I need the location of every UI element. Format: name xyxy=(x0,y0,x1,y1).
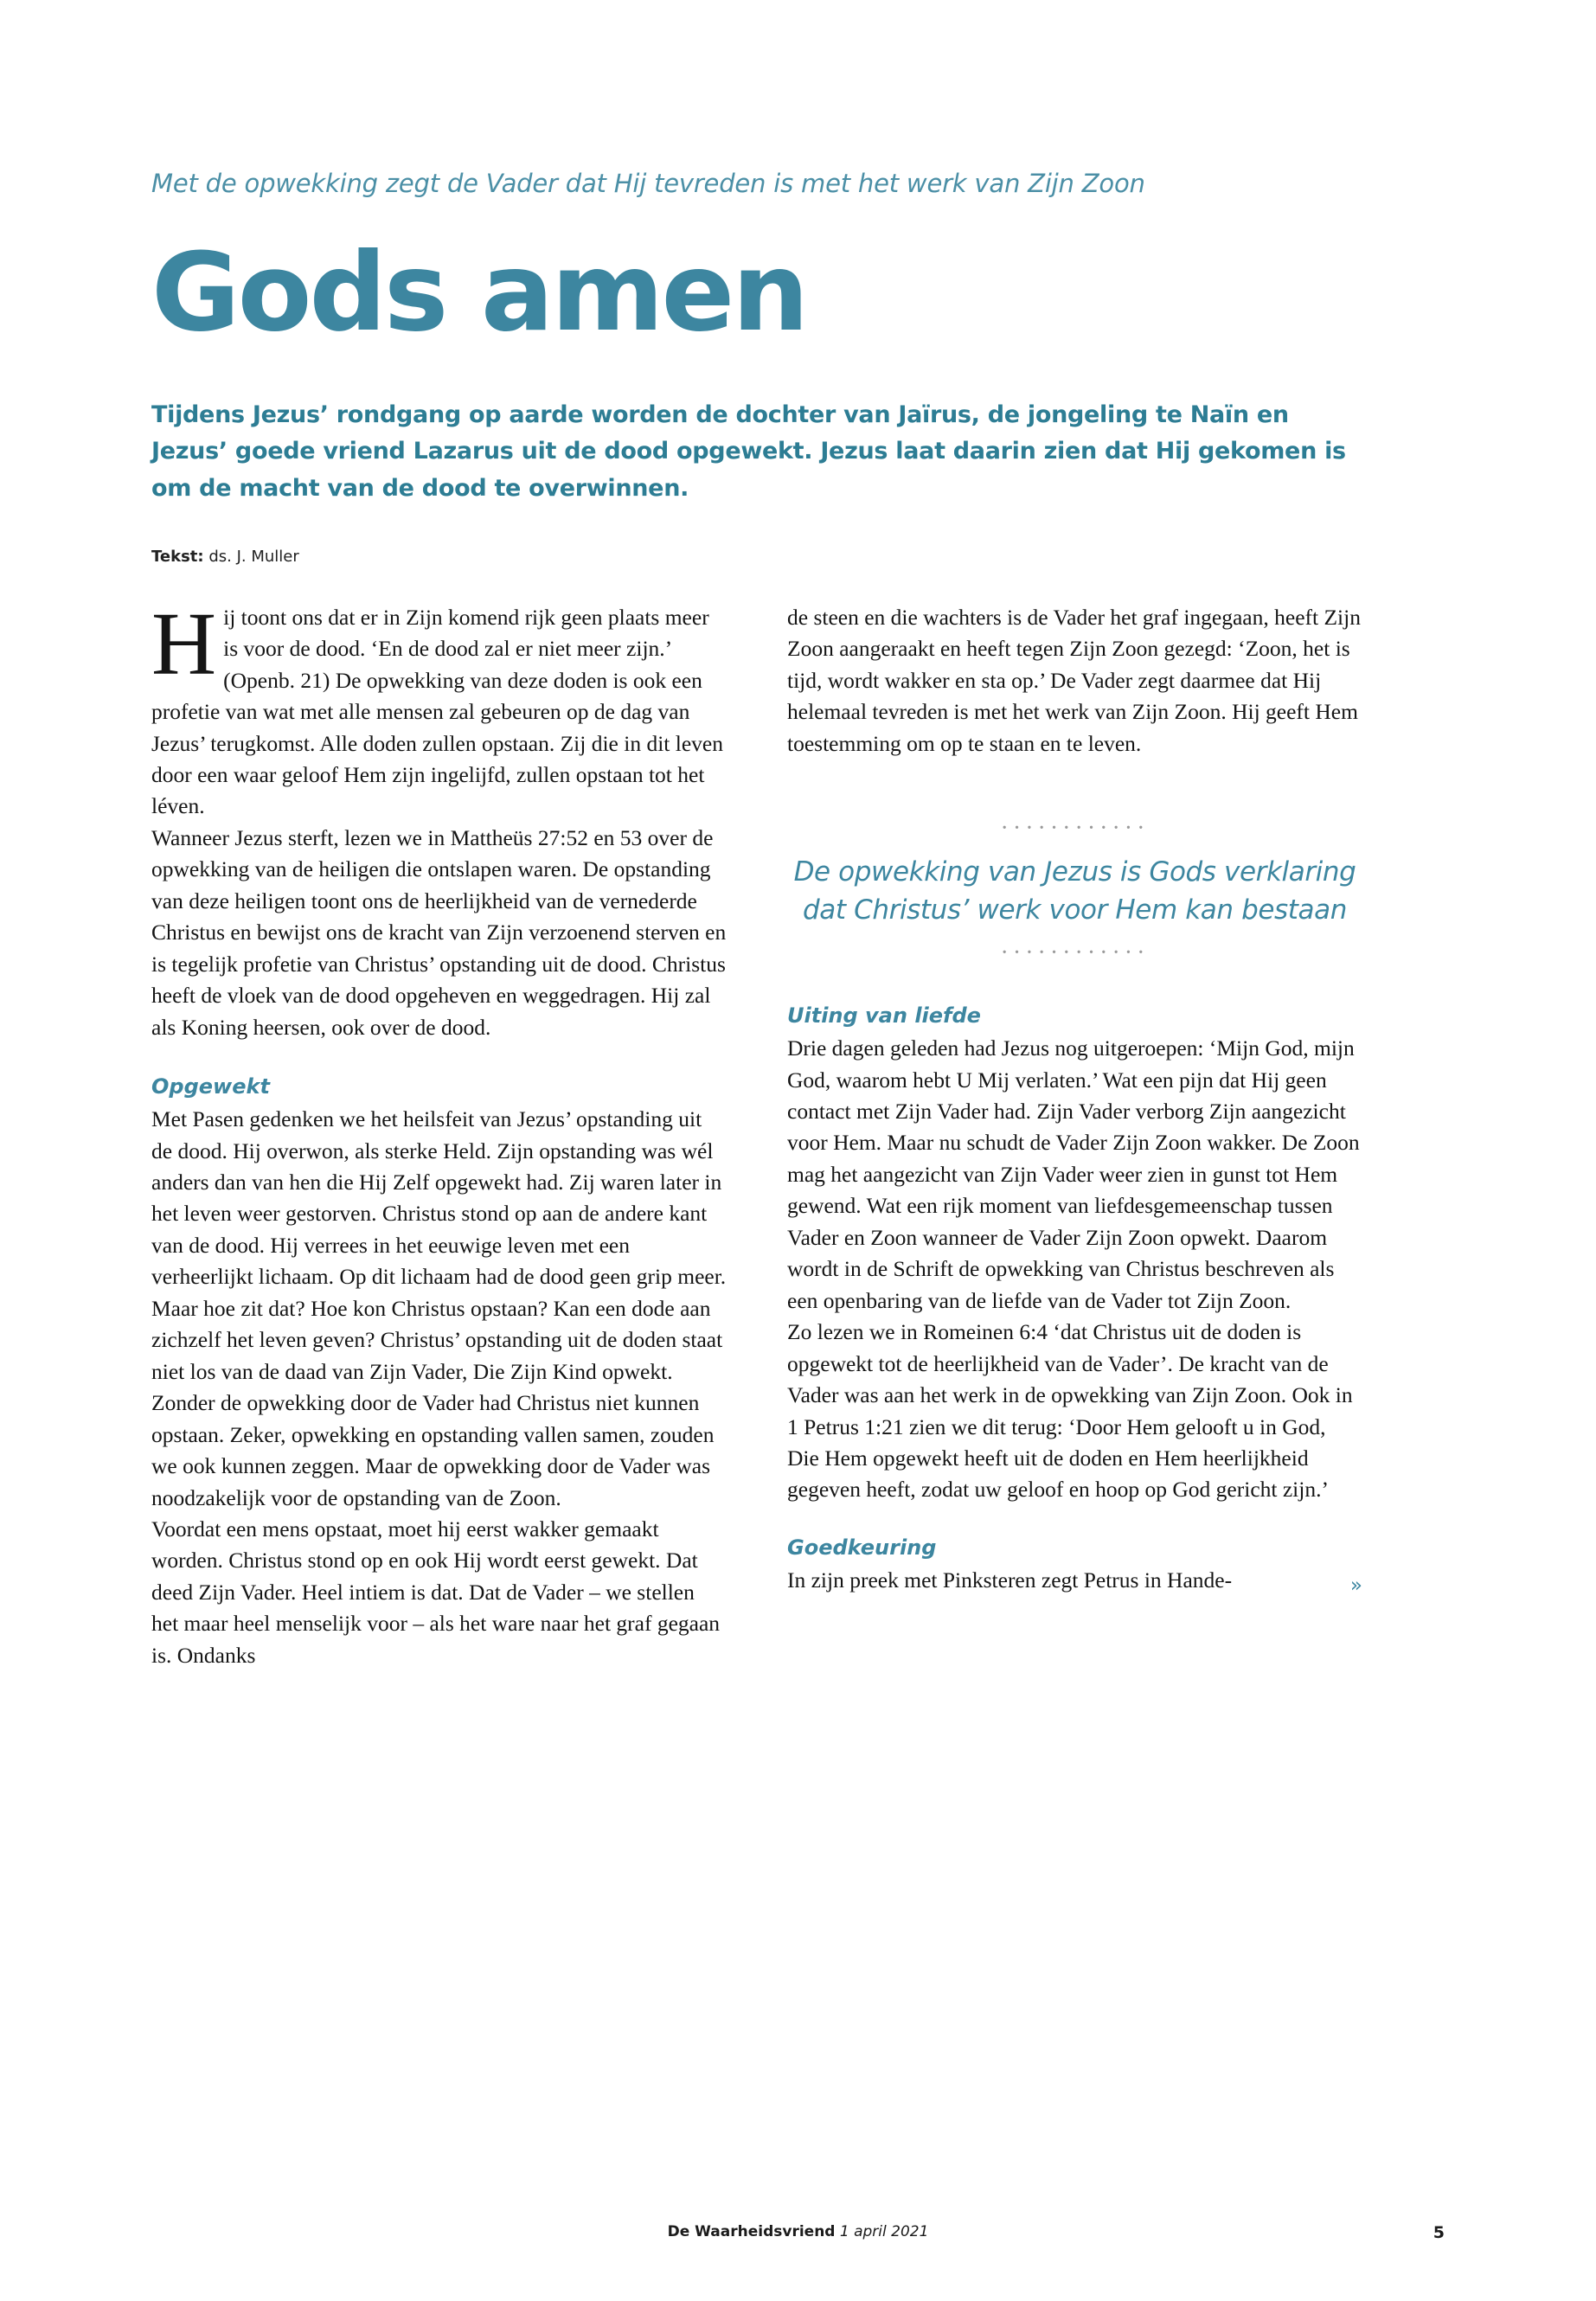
article-lead: Tijdens Jezus’ rondgang op aarde worden de dochter van Jaïrus, de jongeling te Naïn en Jezus’ goede vriend Lazarus uit de dood opgewekt. Jezus laat daarin zien dat Hij gekomen is om de macht van de dood te overwinnen. xyxy=(151,401,1346,503)
page-number: 5 xyxy=(1433,2223,1445,2242)
paragraph: de steen en die wachters is de Vader het graf ingegaan, heeft Zijn Zoon aangeraakt en heeft tegen Zijn Zoon gezegd: ‘Zoon, het is tijd, wordt wakker en sta op.’ De Vader zegt daarmee dat Hij helemaal tevreden is met het werk van Zijn Zoon. Hij geeft Hem toestemming om op te staan en te leven. xyxy=(787,604,1361,756)
page-footer xyxy=(151,2223,1445,2249)
continue-arrow-icon[interactable]: » xyxy=(1349,1574,1362,1598)
section-heading-uiting-van-liefde: Uiting van liefde xyxy=(787,1003,981,1029)
byline-label: Tekst: xyxy=(151,547,204,566)
paragraph-text: ij toont ons dat er in Zijn komend rijk geen plaats meer is voor de dood. ‘En de dood zal er niet meer zijn.’ (Openb. 21) De opwekking van deze doden is ook een profetie van wat met alle mensen zal gebeuren op de dag van Jezus’ terugkomst. Alle doden zullen opstaan. Zij die in dit leven door een waar geloof Hem zijn ingelijfd, zullen opstaan tot het léven. xyxy=(151,604,723,819)
byline-author: ds. J. Muller xyxy=(208,547,299,566)
page-title: Gods amen xyxy=(151,229,807,356)
paragraph: Wanneer Jezus sterft, lezen we in Mattheüs 27:52 en 53 over de opwekking van de heiligen die ontslapen waren. De opstanding van deze heiligen toont ons de heerlijkheid van de vernederde Christus en bewijst ons de kracht van Zijn verzoenend sterven en is tegelijk profetie van Christus’ opstanding uit de dood. Christus heeft de vloek van de dood opgeheven en weggedragen. Hij zal als Koning heersen, ook over de dood. xyxy=(151,824,727,1040)
paragraph: Maar hoe zit dat? Hoe kon Christus opstaan? Kan een dode aan zichzelf het leven geven? Christus’ opstanding uit de doden staat niet los van de daad van Zijn Vader, Die Zijn Kind opwekt. Zonder de opwekking door de Vader had Christus niet kunnen opstaan. Zeker, opwekking en opstanding vallen samen, zouden we ook kunnen zeggen. Maar de opwekking door de Vader was noodzakelijk voor de opstanding van de Zoon. xyxy=(151,1295,723,1510)
section-heading-opgewekt: Opgewekt xyxy=(151,1074,270,1099)
article-kicker: Met de opwekking zegt de Vader dat Hij tevreden is met het werk van Zijn Zoon xyxy=(151,169,1145,198)
paragraph: In zijn preek met Pinksteren zegt Petrus in Hande- xyxy=(787,1567,1233,1593)
drop-cap: H xyxy=(151,593,217,694)
pull-quote-text: De opwekking van Jezus is Gods verklaring dat Christus’ werk voor Hem kan bestaan xyxy=(793,856,1356,926)
paragraph: Zo lezen we in Romeinen 6:4 ‘dat Christus uit de doden is opgewekt tot de heerlijkheid van de Vader’. De kracht van de Vader was aan het werk in de opwekking van Zijn Zoon. Ook in 1 Petrus 1:21 zien we dit terug: ‘Door Hem gelooft u in God, Die Hem opgewekt heeft uit de doden en Hem heerlijkheid gegeven heeft, zodat uw geloof en hoop op God gericht zijn.’ xyxy=(787,1319,1353,1503)
footer-publication-name: De Waarheidsvriend xyxy=(667,2223,836,2240)
paragraph xyxy=(151,593,727,823)
paragraph: Voordat een mens opstaat, moet hij eerst wakker gemaakt worden. Christus stond op en ook Hij wordt eerst gewekt. Dat deed Zijn Vader. Heel intiem is dat. Dat de Vader – we stellen het maar heel menselijk voor – als het ware naar het graf gegaan is. Ondanks xyxy=(151,1516,721,1668)
pull-quote xyxy=(787,817,1362,965)
pull-quote-divider-top: ············ xyxy=(1000,815,1150,843)
column-left xyxy=(151,593,727,1672)
paragraph: Met Pasen gedenken we het heilsfeit van Jezus’ opstanding uit de dood. Hij overwon, als sterke Held. Zijn opstanding was wél anders dan van hen die Hij Zelf opgewekt had. Zij waren later in het leven weer gestorven. Christus stond op aan de andere kant van de dood. Hij verrees in het eeuwige leven met een verheerlijkt lichaam. Op dit lichaam had de dood geen grip meer. xyxy=(151,1106,727,1290)
section-heading-goedkeuring: Goedkeuring xyxy=(787,1535,937,1560)
byline xyxy=(151,548,1362,566)
footer-publication-info xyxy=(151,2223,1445,2240)
pull-quote-divider-bottom: ············ xyxy=(1000,939,1150,967)
article-container xyxy=(151,169,1362,1668)
footer-issue-date: 1 april 2021 xyxy=(839,2223,929,2240)
column-right xyxy=(787,602,1362,1597)
paragraph: Drie dagen geleden had Jezus nog uitgeroepen: ‘Mijn God, mijn God, waarom hebt U Mij verlaten.’ Wat een pijn dat Hij geen contact met Zijn Vader had. Zijn Vader verborg Zijn aangezicht voor Hem. Maar nu schudt de Vader Zijn Zoon wakker. De Zoon mag het aangezicht van Zijn Vader weer zien in gunst tot Hem gewend. Wat een rijk moment van liefdesgemeenschap tussen Vader en Zoon wanneer de Vader Zijn Zoon opwekt. Daarom wordt in de Schrift de opwekking van Christus beschreven als een openbaring van de liefde van de Vader tot Zijn Zoon. xyxy=(787,1035,1360,1313)
